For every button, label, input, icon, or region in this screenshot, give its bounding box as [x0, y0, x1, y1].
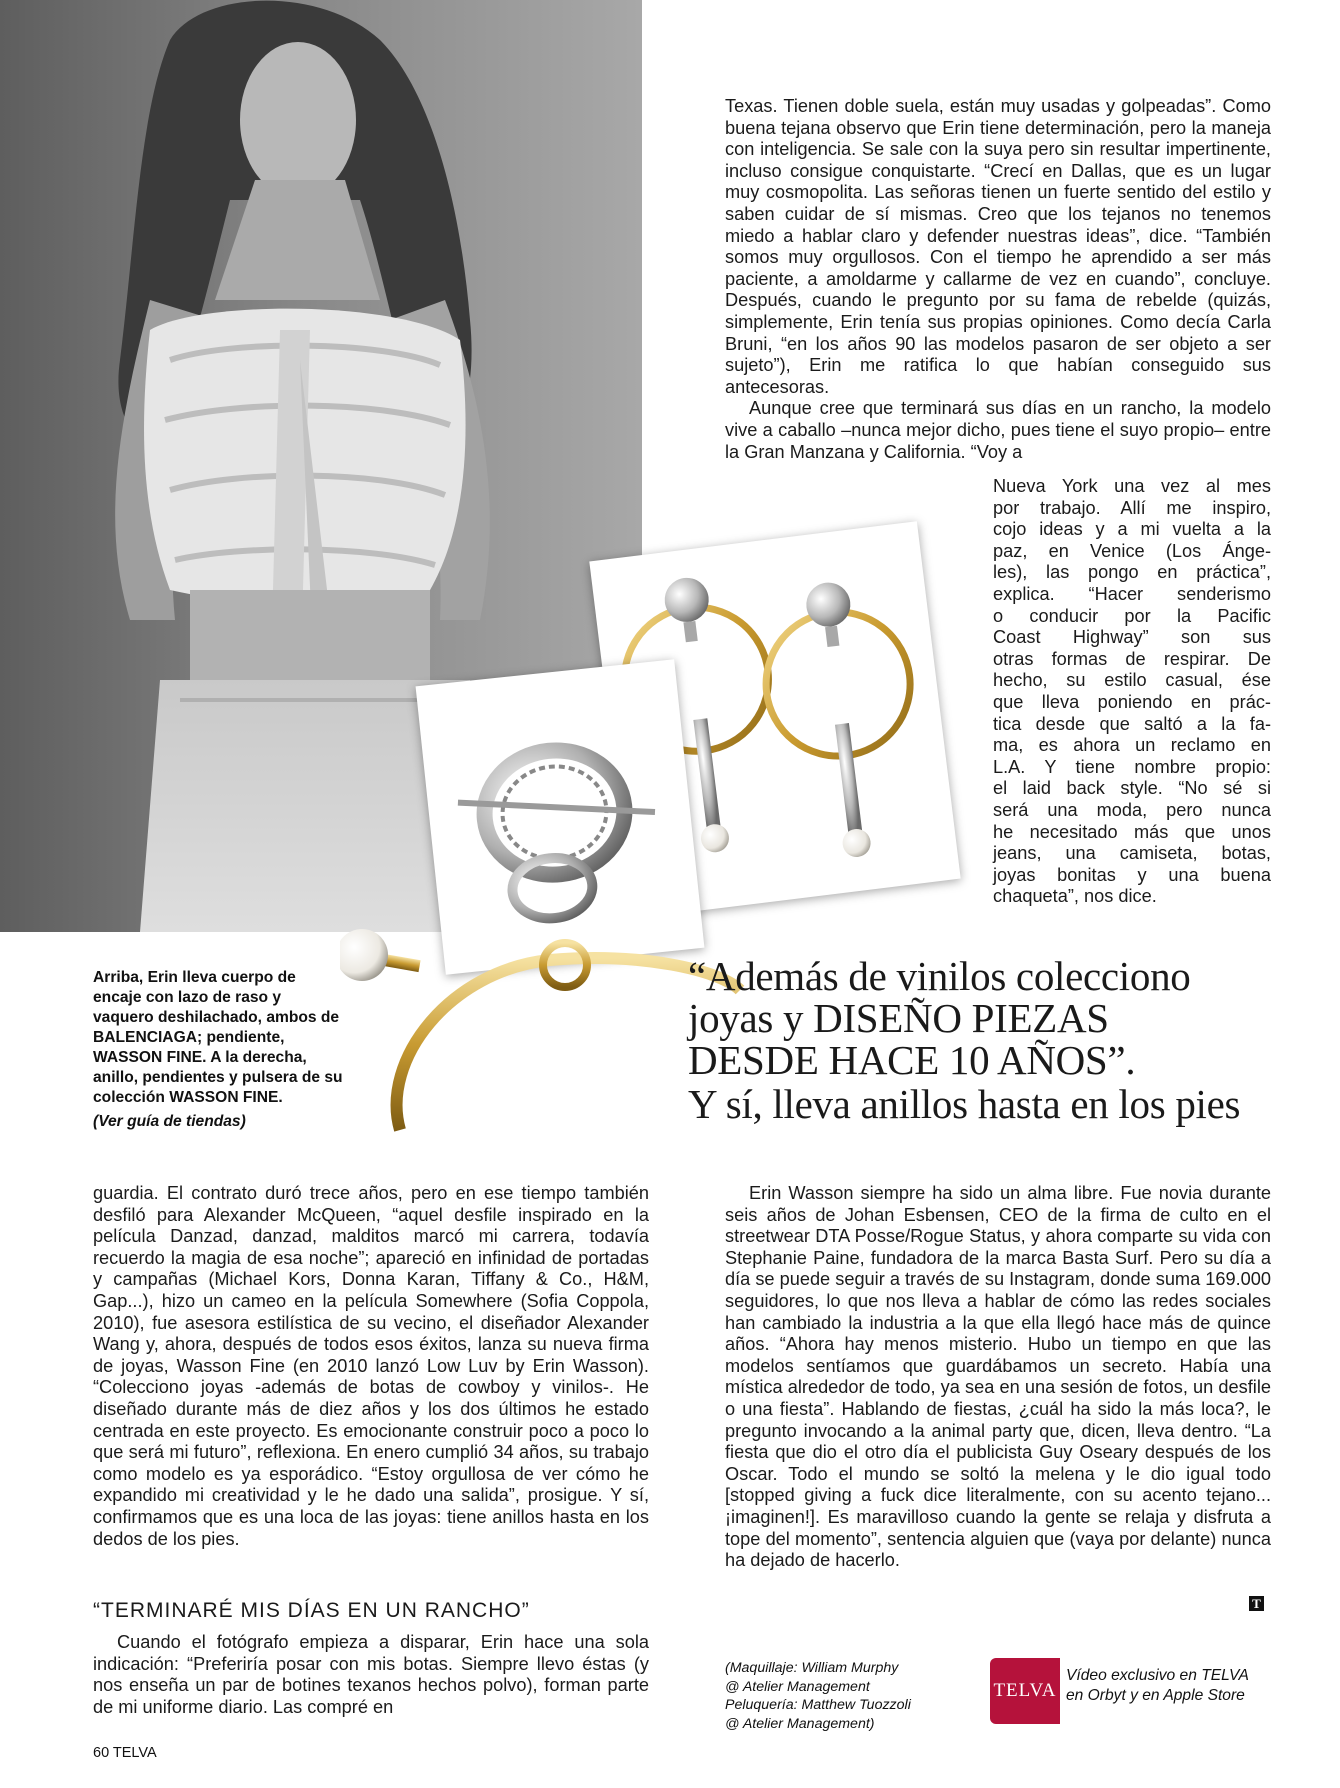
article-column-bottom-right	[725, 1183, 1271, 1572]
video-promo-line: en Orbyt y en Apple Store	[1066, 1687, 1245, 1704]
article-paragraph: Cuando el fotógrafo empieza a disparar, Erin hace una sola indicación: “Preferiría posar con mis botas. Siempre llevo éstas (y nos enseña un par de botines texanos hechos polvo), forman parte de mi uniforme diario. Las compré en	[93, 1632, 649, 1717]
article-line: Coast Highway” son sus	[993, 627, 1271, 648]
pull-quote-line: joyas y DISEÑO PIEZAS	[688, 995, 1109, 1041]
caption-store-guide: (Ver guía de tiendas)	[93, 1113, 246, 1130]
article-line: hecho, su estilo casual, ése	[993, 670, 1271, 691]
credit-line: @ Atelier Management)	[725, 1715, 875, 1732]
credit-line: (Maquillaje: William Murphy	[725, 1660, 899, 1676]
article-line: he necesitado más que unos	[993, 821, 1271, 842]
article-line: ma, es ahora un reclamo en	[993, 735, 1271, 756]
article-line: joyas bonitas y una buena	[993, 864, 1271, 885]
article-line: Nueva York una vez al mes	[993, 476, 1271, 496]
article-column-bottom-left-continued	[93, 1632, 649, 1718]
article-line: será una moda, pero nunca	[993, 799, 1271, 820]
telva-logo-text: TELVA	[993, 1680, 1057, 1701]
page-folio: 60 TELVA	[93, 1745, 157, 1761]
section-subhead: “TERMINARÉ MIS DÍAS EN UN RANCHO”	[93, 1599, 530, 1622]
caption-text: Arriba, Erin lleva cuerpo de encaje con lazo de raso y vaquero deshilachado, ambos de BALENCIAGA; pendiente, WASSON FINE. A la derecha, anillo, pendientes y pulsera de su colección WASSON FINE.	[93, 969, 343, 1106]
pull-quote-line: “Además de vinilos colecciono	[688, 953, 1191, 999]
pull-quote	[688, 955, 1288, 1125]
article-line: otras formas de respirar. De	[993, 648, 1271, 669]
article-line: jeans, una camiseta, botas,	[993, 843, 1271, 864]
photo-credits	[725, 1659, 965, 1733]
credit-line: @ Atelier Management	[725, 1678, 870, 1695]
telva-logo	[990, 1658, 1060, 1724]
article-line: tica desde que saltó a la fa-	[993, 713, 1271, 734]
article-column-top-right	[725, 96, 1271, 463]
article-paragraph: Texas. Tienen doble suela, están muy usadas y golpeadas”. Como buena tejana observo que Erin tiene determinación, pero la maneja con inteligencia. Se sale con la suya pero sin resultar impertinente, incluso consigue conquistarte. “Crecí en Dallas, que es un lugar muy cosmopolita. Las señoras tienen un fuerte sentido del estilo y saben cuidar de sí mismas. Creo que los tejanos no tenemos miedo a hablar claro y defender nuestras ideas”, dice. “También somos muy orgullosos. Con el tiempo he aprendido a ser más paciente, a amoldarme y callarme de vez en cuando”, concluye. Después, cuando le pregunto por su fama de rebelde (quizás, simplemente, Erin tenía sus propias opiniones. Como decía Carla Bruni, “en los años 90 las modelos pasaron de ser objeto a ser sujeto”), Erin me ratifica lo que habían conseguido sus antecesoras.	[725, 96, 1271, 397]
article-line: que lleva poniendo en prác-	[993, 691, 1271, 712]
video-promo	[1066, 1666, 1306, 1706]
article-line: chaqueta”, nos dice.	[993, 886, 1157, 907]
article-line: les), las pongo en práctica”,	[993, 562, 1271, 583]
video-promo-line: Vídeo exclusivo en TELVA	[1066, 1667, 1249, 1684]
pull-quote-line: DESDE HACE 10 AÑOS”.	[688, 1037, 1136, 1083]
article-paragraph-narrow	[993, 476, 1271, 908]
article-line: cojo ideas y a mi vuelta a la	[993, 519, 1271, 540]
article-line: por trabajo. Allí me inspiro,	[993, 497, 1271, 518]
photo-caption	[93, 968, 343, 1132]
article-end-mark: T	[1249, 1596, 1264, 1611]
credit-line: Peluquería: Matthew Tuozzoli	[725, 1697, 911, 1714]
article-line: L.A. Y tiene nombre propio:	[993, 756, 1271, 777]
article-column-bottom-left	[93, 1183, 649, 1550]
article-paragraph: guardia. El contrato duró trece años, pero en ese tiempo también desfiló para Alexander McQueen, “aquel desfile inspirado en la película Danzad, danzad, malditos marcó mi carrera, todavía recuerdo la magia de esa noche”; apareció en infinidad de portadas y campañas (Michael Kors, Donna Karan, Tiffany & Co., H&M, Gap...), hizo un cameo en la película Somewhere (Sofia Coppola, 2010), fue asesora estilística de su vecino, el diseñador Alexander Wang y, ahora, después de todos esos éxitos, lanza su nueva firma de joyas, Wasson Fine (en 2010 lanzó Low Luv by Erin Wasson). “Colecciono joyas -además de botas de cowboy y vinilos-. He diseñado durante más de diez años y los dos últimos he estado centrada en este proyecto. Es emocionante construir poco a poco lo que será mi futuro”, reflexiona. En enero cumplió 34 años, su trabajo como modelo es ya esporádico. “Estoy orgullosa de ver cómo he expandido mi creatividad y le he dado una salida”, prosigue. Y sí, confirmamos que es una loca de las joyas: tiene anillos hasta en los dedos de los pies.	[93, 1183, 649, 1549]
pull-quote-line: Y sí, lleva anillos hasta en los pies	[688, 1081, 1241, 1127]
article-line: explica. “Hacer senderismo	[993, 583, 1271, 604]
article-paragraph: Erin Wasson siempre ha sido un alma libre. Fue novia durante seis años de Johan Esbensen, CEO de la firma de culto en el streetwear DTA Posse/Rogue Status, y ahora comparte su vida con Stephanie Paine, fundadora de la marca Basta Surf. Pero su día a día se puede seguir a través de su Instagram, donde suma 169.000 seguidores, lo que nos lleva a hablar de cómo las redes sociales han cambiado la industria a la que ella llegó hace más de quince años. “Ahora hay menos misterio. Hubo un tiempo en que las modelos sentíamos que guardábamos un secreto. Había una mística alrededor de todo, ya sea en una sesión de fotos, un desfile o una fiesta”. Hablando de fiestas, ¿cuál ha sido la más loca?, le pregunto invocando a la animal party que, dicen, lleva dentro. “La fiesta que dio el otro día el publicista Guy Oseary después de los Oscar. Todo el mundo se soltó la melena y le dio igual todo [stopped giving a fuck dice literalmente, con su acento tejano... ¡imaginen!]. Es maravilloso cuando la gente se relaja y disfruta a tope del momento”, sentencia alguien que (vaya por delante) nunca ha dejado de hacerlo.	[725, 1183, 1271, 1571]
article-line: paz, en Venice (Los Ánge-	[993, 540, 1271, 561]
article-column-top-right-narrow	[993, 476, 1271, 908]
article-line: el laid back style. “No sé si	[993, 778, 1271, 799]
article-paragraph: Aunque cree que terminará sus días en un rancho, la modelo vive a caballo –nunca mejor dicho, pues tiene el suyo propio– entre la Gran Manzana y California. “Voy a	[725, 398, 1271, 462]
article-line: o conducir por la Pacific	[993, 605, 1271, 626]
